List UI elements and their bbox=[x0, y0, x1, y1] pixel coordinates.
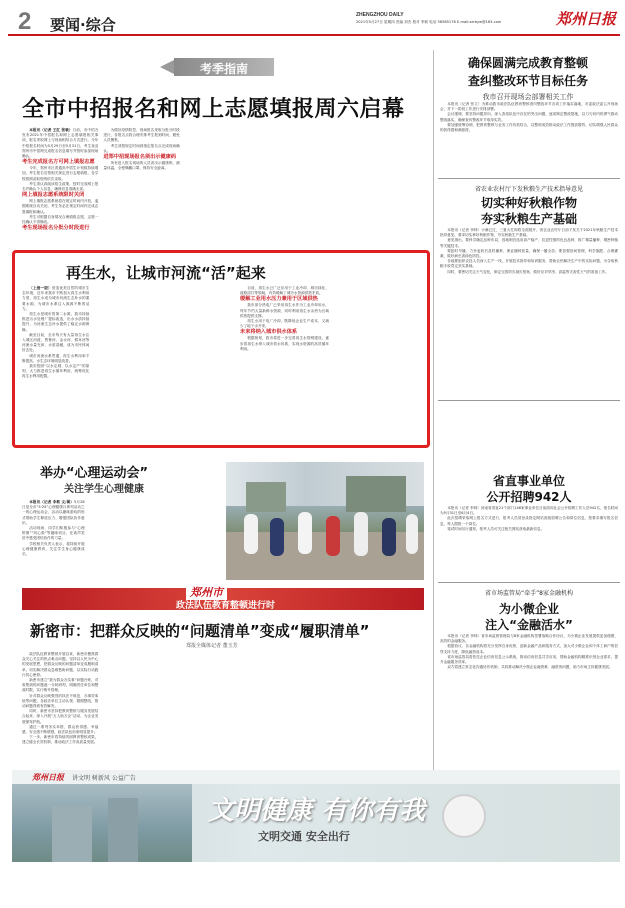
right-bottom-kicker: 省市场监管局“牵手”8家金融机构 bbox=[484, 590, 574, 597]
right-bottom-body: 本报讯（记者 李林）省市场监督管理局与8家金融机构签署战略合作协议，为小微企业发展提供更加便捷、高效的金融服务。 bbox=[440, 634, 618, 644]
activity-photo bbox=[226, 462, 424, 580]
feature-lead: 〔上接一版〕 bbox=[29, 286, 52, 290]
right-mid-body: 本报讯（记者 李林）小满已过，三夏大忙即将全面展开，省农业农村厅日前下发关于2021年秋粮生产技术指导意见，要求切实种好秋粮作物，夯实秋粮生产基础。 bbox=[440, 228, 618, 238]
main-headline: 全市中招报名和网上志愿填报周六启幕 bbox=[22, 97, 405, 122]
feature-body: 营造优美自然的城市生态环境，近年来我市不断加大再生水利用力度，再生水成为城市河流生态补水的重要水源，为城市水系注入源源不断的活力。 bbox=[22, 286, 90, 311]
right-low-body: 本报讯（记者 李林）河南省省直21个部门146家事业单位日前面向社会公开招聘工作人员942名，报名时间为5月31日至6月4日。 bbox=[440, 506, 618, 516]
main-sub4: 进郑中招现场报名须出示健康码 bbox=[103, 154, 177, 161]
footer-ad bbox=[12, 770, 620, 862]
page-number: 2 bbox=[18, 8, 32, 35]
page-header bbox=[8, 6, 620, 42]
banner-kaoji bbox=[160, 58, 280, 76]
right-top-headline1: 确保圆满完成教育整顿 bbox=[467, 56, 588, 70]
right-mid-kicker: 省农业农村厅下发秋粮生产技术指导意见 bbox=[474, 186, 583, 193]
main-sub2: 网上填报志愿系统限时关闭 bbox=[22, 192, 85, 199]
activity-headline: 举办“心理运动会” bbox=[40, 466, 149, 481]
footer-label: 郑州日报 bbox=[32, 773, 64, 782]
bottom-body: 政法队伍教育整顿开展以来，新密市聚焦群众关心关注的热点难点问题，坚持以人民为中心的发展思想，把群众反映的问题清单变成履职清单，切实解决群众急难愁盼问题，以实际行动践行初心使命。 bbox=[22, 652, 99, 677]
right-top-subhead: 我市召开现场会部署相关工作 bbox=[482, 93, 574, 101]
section-title: 要闻·综合 bbox=[50, 16, 116, 34]
banner-label: 考季指南 bbox=[200, 62, 249, 76]
right-mid-headline1: 切实种好秋粮作物 bbox=[480, 196, 577, 210]
right-top-body: 本报讯（记者 张立）为推动我市政法队伍教育整顿查纠整改环节各项工作落实落地，市委政法委召开现场会，对下一阶段工作进行安排部署。 bbox=[440, 102, 618, 112]
right-divider bbox=[433, 50, 434, 850]
bottom-byline: 郑报全媒体记者 董玉芳 bbox=[186, 643, 238, 649]
footer-slogan-left: 讲文明 树新风 公益广告 bbox=[72, 775, 136, 782]
bottom-headline: 新密市：把群众反映的“问题清单”变成“履职清单” bbox=[30, 622, 370, 640]
footer-small: 文明交通 安全出行 bbox=[258, 830, 350, 843]
right-bottom-headline1: 为小微企业 bbox=[498, 602, 559, 616]
feature-sub2: 未来将纳入城市供水体系 bbox=[240, 329, 298, 336]
right-bottom-headline2: 注入“金融活水” bbox=[485, 618, 573, 632]
feature-mid-text: 目前，再生水已广泛应用于工业冷却、城市绿化、道路清扫等领域，有效缓解了城市水资源供需矛盾。 缓解工业用水压力兼用于区域供热 我市部分热电厂已采用再生水作为工业冷却用水，每年节约大量新鲜水资源，同时利用再生水余热为区域供热提供支撑。 再生水用于电厂冷却，既降低企业生产成本，又减少了地下水开采。 未来将纳入城市供水体系 根据规划，我市将进一步完善再生水管网建设，逐步将再生水纳入城市供水体系，实现水资源的高效循环利用。 bbox=[240, 286, 329, 351]
masthead: 郑州日报 bbox=[556, 10, 617, 28]
feature-left-text: 〔上接一版〕营造优美自然的城市生态环境，近年来我市不断加大再生水利用力度，再生水成为城市河流生态补水的重要水源，为城市水系注入源源不断的活力。 再生水是城市的第二水源，我市持续推进污水处理厂提标改造，出水水质持续提升，为河流生态补水提供了稳定水源保障。 截至目前，全市每天有大量再生水注入城区河道，贾鲁河、金水河、熊耳河等河流水量充沛、水质清澈，成为市民休闲好去处。 城市河流水系贯通，再生水利用率不断提高，水生态环境明显改善。 我市按照“以水定城、以水定产”的原则，大力推进再生水循环利用，统筹优化再生水利用配置。 bbox=[22, 286, 90, 379]
right-low-headline1: 省直事业单位 bbox=[492, 474, 565, 488]
main-byline: 本报讯（记者 王红 张敏） bbox=[29, 128, 73, 132]
main-sub3: 考生现场报名分批分时段进行 bbox=[22, 225, 90, 232]
right-top-text: 本报讯（记者 张立）为推动我市政法队伍教育整顿查纠整改环节各项工作落实落地，市委政法委召开现场会，对下一阶段工作进行安排部署。 会议强调，要坚持问题导向，深入查找队伍中存在的突出问题，逐项制定整改措施，以刀刃向内的勇气推动整改落实，确保查纠整改环节取得实效。 要加强统筹协调，把教育整顿与业务工作有机结合，以整顿成效推动政法工作提质增效，切实增强人民群众的获得感和满意度。 bbox=[440, 102, 618, 133]
right-top-headline2: 查纠整改环节目标任务 bbox=[467, 74, 588, 88]
right-mid-text: 本报讯（记者 李林）小满已过，三夏大忙即将全面展开，省农业农村厅日前下发关于2021年秋粮生产技术指导意见，要求切实种好秋粮作物，夯实秋粮生产基础。 意见指出，要科学确定品种布局，因地制宜选用高产稳产、抗逆性强的优良品种，推广精量播种、增密种植等关键技术。 要抢时早播，力争麦收后及时播种，保证播种质量，确保一播全苗；要加强田间管理，科学施肥、合理灌溉，做好病虫害绿色防控。 各地要组织农技人员深入生产一线，开展技术指导和培训服务，帮助农民解决生产中的实际问题，为夺取秋粮丰收奠定坚实基础。 同时，要密切关注天气变化，制定完善防灾减灾预案，做好应对旱涝、高温等灾害性天气的准备工作。 bbox=[440, 228, 618, 274]
footer-big: 文明健康 有你有我 bbox=[208, 796, 426, 826]
activity-byline: 本报讯（记者 李莉 文/图） bbox=[29, 500, 74, 504]
activity-body: 5月26日是全市“5·25”心理健康月系列活动之一的心理运动会，活动以趣味游戏的形式帮助学生释放压力、增强团队协作意识。 bbox=[22, 500, 85, 525]
activity-text: 本报讯（记者 李莉 文/图）5月26日是全市“5·25”心理健康月系列活动之一的心理运动会，活动以趣味游戏的形式帮助学生释放压力、增强团队协作意识。 活动现场，同学们积极参与“心理拼图”“同心鼓”等趣味项目，在欢声笑语中感受团结协作的力量。 学校相关负责人表示，将持续开展心理健康教育，关注学生身心健康成长。 bbox=[22, 500, 85, 557]
band-small: 政法队伍教育整顿进行时 bbox=[176, 601, 276, 611]
traffic-signal-icon bbox=[442, 794, 486, 838]
activity-subhead: 关注学生心理健康 bbox=[64, 484, 144, 495]
band-big: 郑州市 bbox=[186, 584, 227, 600]
right-low-headline2: 公开招聘942人 bbox=[486, 490, 572, 504]
paper-name-en: ZHENGZHOU DAILY bbox=[356, 12, 404, 18]
right-bottom-text: 本报讯（记者 李林）省市场监督管理局与8家金融机构签署战略合作协议，为小微企业发展提供更加便捷、高效的金融服务。 根据协议，各金融机构将充分发挥自身优势，创新金融产品和服务方式，加大对小微企业和个体工商户的信贷支持力度，降低融资成本。 省市场监管局将依托企业信用信息公示系统，推动信用信息共享应用，帮助金融机构精准识别企业需求，提升金融服务效率。 双方将建立常态化沟通协作机制，共同推动解决小微企业融资难、融资贵问题，助力市场主体健康发展。 bbox=[440, 634, 618, 670]
right-low-text: 本报讯（记者 李林）河南省省直21个部门146家事业单位日前面向社会公开招聘工作人员942名，报名时间为5月31日至6月4日。 此次招聘采取网上报名方式进行，报考人员须登录指定网站查阅招聘公告和岗位信息，按要求填写报名信息，每人限报一个岗位。 笔试时间另行通知，报考人员可关注相关网站获取最新信息。 bbox=[440, 506, 618, 531]
main-sub1: 考生完成报名方可网上填报志愿 bbox=[22, 159, 95, 166]
main-article: 本报讯（记者 王红 张敏）日前，市中招办发布2021年中招报名和网上志愿填报相关事项，报名采取网上与现场相结合方式进行。今年中招报名时间为5月29日至5月31日，考生登录郑州市中招网完成报名信息填写并按时参加现场确认。 考生完成报名方可网上填报志愿 今年，郑州市区普通高中招生计划数持续增加，考生报名后按相关规定进行志愿填报，各学校按照录取规则依次录取。 考生须认真阅读招生政策，按时完成网上报名并确认个人信息，确保信息准确无误。 网上填报志愿系统限时关闭 网上填报志愿系统将在规定时间内开放，逾期系统自动关闭，考生务必在规定时间内完成志愿填报和确认。 考生可根据自身情况合理填报志愿，志愿一经确认不得修改。 考生现场报名分批分时段进行 为做好疫情防控，现场报名采取分批分时段进行，各报名点将合理安排考生报到时间，避免人员聚集。 考生须按规定时间到指定报名点完成现场确认。 进郑中招现场报名须出示健康码 所有进入报名现场的人员须出示健康码，测量体温，全程佩戴口罩，保持安全距离。 bbox=[22, 128, 180, 232]
bottom-text: 政法队伍教育整顿开展以来，新密市聚焦群众关心关注的热点难点问题，坚持以人民为中心的发展思想，把群众反映的问题清单变成履职清单，切实解决群众急难愁盼问题，以实际行动践行初心使命。 新密市建立“我为群众办实事”问题台账，对收集到的问题逐一分析研判，明确责任单位和整改时限，实行销号管理。 针对群众反映强烈的执法不规范、办事效率低等问题，各政法单位主动认领、限期整改，推动问题得到有效解决。 同时，新密市坚持把教育整顿与服务发展结合起来，深入开展“万人助万企”活动，为企业发展保驾护航。 通过一系列务实举措，群众获得感、幸福感、安全感不断增强，政法队伍形象明显提升。 下一步，新密市将持续巩固教育整顿成果，建立健全长效机制，推动政法工作高质量发展。 bbox=[22, 652, 99, 745]
feature-sub1: 缓解工业用水压力兼用于区域供热 bbox=[240, 296, 318, 303]
feature-headline: 再生水，让城市河流“活”起来 bbox=[66, 264, 266, 282]
main-body: 日前，市中招办发布2021年中招报名和网上志愿填报相关事项，报名采取网上与现场相结合方式进行。今年中招报名时间为5月29日至5月31日，考生登录郑州市中招网完成报名信息填写并按时参加现场确认。 bbox=[22, 128, 99, 159]
right-mid-headline2: 夯实秋粮生产基础 bbox=[480, 212, 577, 226]
date-line: 2021年5月27日 星期四 责编 刘杰 校对 李莉 电话 56565178 E-mail:zzrbyw@163.com bbox=[356, 20, 502, 24]
